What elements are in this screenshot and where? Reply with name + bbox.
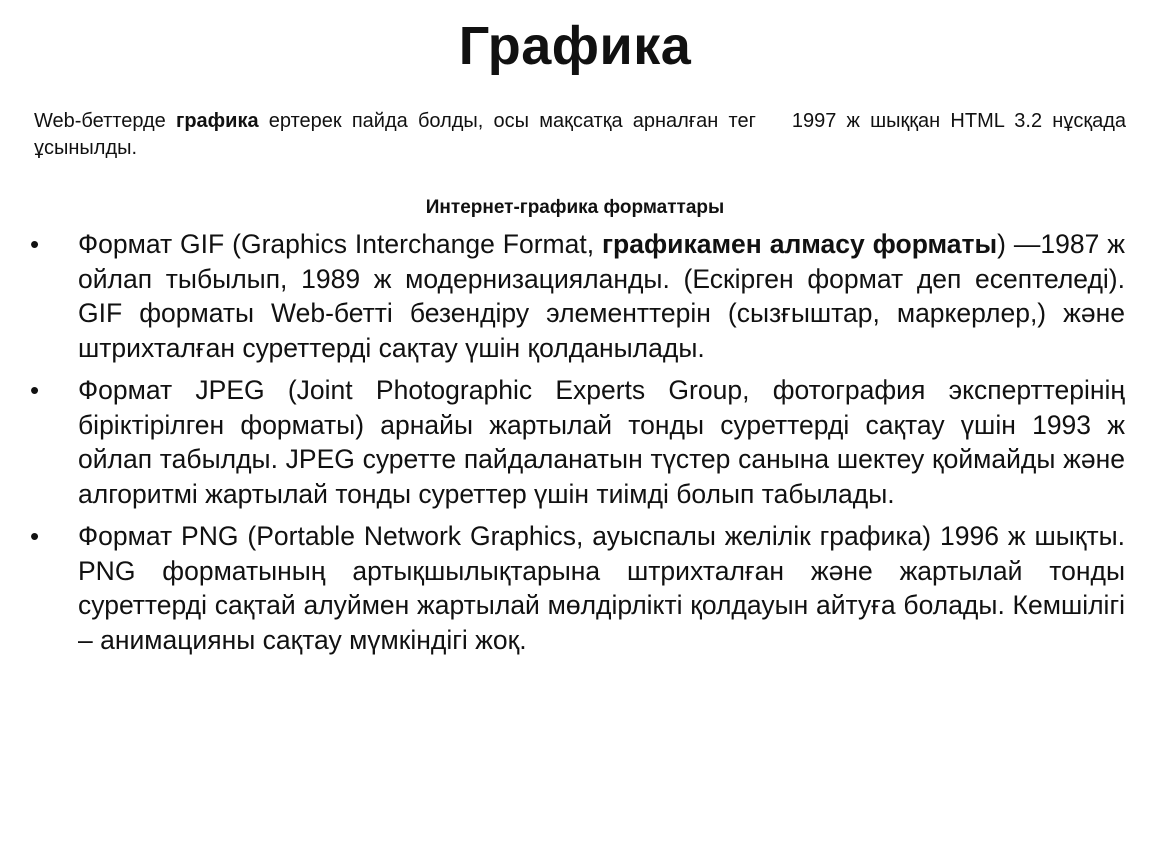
bullet-item-png (30, 519, 1125, 657)
intro-text-middle: ертерек пайда болды, осы мақсатқа арналған тег (258, 110, 756, 132)
bullet-list (30, 227, 1125, 665)
bullet-jpeg-text: Формат JPEG (Joint Photographic Experts Group, фотография эксперттерінің біріктірілген форматы) арнайы жартылай тонды суреттерді сақтау үшін 1993 ж ойлап табылды. JPEG суретте пайдаланатын түстер санына шектеу қоймайды және алгоритмі жартылай тонды суреттер үшін тиімді болып табылады. (78, 375, 1125, 509)
bullet-gif-text-end: ) —1987 ж ойлап тыбылып, 1989 ж модернизацияланды. (Ескірген формат деп есептеледі). GIF форматы Web-бетті безендіру элементтерін (сызғыштар, маркерлер,) және штрихталған суреттерді сақтау үшін қолданылады. (78, 229, 1125, 363)
slide-title: Графика (458, 16, 692, 76)
section-heading: Интернет-графика форматтары (425, 197, 725, 218)
bullet-gif-text-start: Формат GIF (Graphics Interchange Format, (78, 229, 603, 259)
intro-text-start: Web-беттерде (34, 110, 176, 132)
bullet-icon: • (30, 521, 40, 551)
bullet-icon: • (30, 375, 40, 405)
bullet-gif-bold-term: графикамен алмасу форматы (602, 229, 998, 259)
bullet-png-text: Формат PNG (Portable Network Graphics, ауыспалы желілік графика) 1996 ж шықты. PNG форматының артықшылықтарына штрихталған және жартылай тонды суреттерді сақтай алуймен жартылай мөлдірлікті қолдауын айтуға болады. Кемшілігі – анимацияны сақтау мүмкіндігі жоқ. (78, 521, 1125, 655)
intro-text-end: 1997 ж шыққан HTML 3.2 нұсқада ұсынылды. (34, 110, 1127, 159)
intro-paragraph (34, 108, 1126, 162)
bullet-item-gif (30, 227, 1125, 365)
intro-bold-term: графика (175, 110, 259, 132)
bullet-item-jpeg (30, 373, 1125, 511)
bullet-icon: • (30, 229, 40, 259)
